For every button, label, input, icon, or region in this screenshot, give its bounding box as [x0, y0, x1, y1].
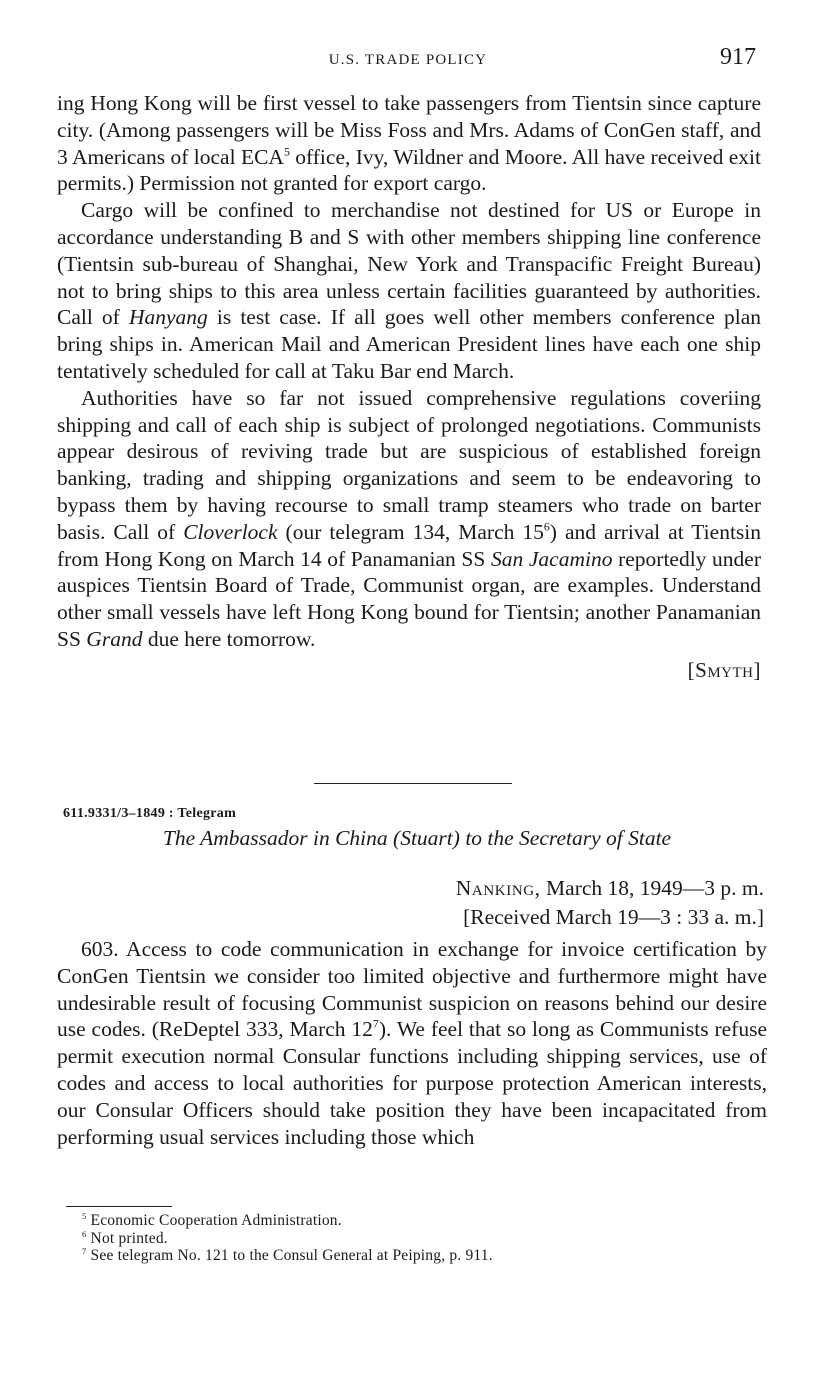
footnotes: [82, 1212, 762, 1265]
footnote-ref-5: 5: [283, 144, 290, 159]
place-name: Nanking,: [455, 876, 541, 900]
running-head: [56, 44, 760, 78]
heading-name: Stuart: [400, 826, 453, 850]
signature: [Smyth]: [687, 657, 761, 682]
footnote-5: $^5$ Economic Cooperation Administration.: [82, 1211, 342, 1229]
footnote-ref-7: 7: [372, 1017, 379, 1032]
ship-name: San Jacamino: [490, 546, 613, 571]
section-divider: [314, 783, 512, 784]
telegram-continuation: [57, 90, 761, 684]
ship-name: Cloverlock: [183, 519, 278, 544]
footnote-6: $^6$ Not printed.: [82, 1228, 168, 1247]
footnote-divider: [66, 1206, 172, 1207]
page-number: 917: [720, 44, 756, 70]
date-sent: Nanking, March 18, 1949—3 p. m.: [455, 876, 764, 900]
paragraph-authorities: Authorities have so far not issued comprehensive regulations coveriing shipping and call of each ship is subject of prolonged negotiations. Communists appear desirous of reviving trade but are suspicious of established foreign banking, trading and shipping organizations and seem to be endeavoring to bypass them by having recourse to small tramp steamers who trade on barter basis. Call of Cloverlock (our telegram 134, March $15^6$) and arrival at Tientsin from Hong Kong on March 14 of Panamanian SS San Jacamino reportedly under auspices Tientsin Board of Trade, Communist organ, are examples. Understand other small vessels have left Hong Kong bound for Tientsin; another Panamanian SS Grand due here tomorrow.: [57, 385, 762, 651]
date-received: [Received March 19—3 : 33 a. m.]: [463, 905, 764, 929]
footnote-7: $^7$ See telegram No. 121 to the Consul General at Peiping, p. 911.: [82, 1246, 493, 1264]
ship-name: Grand: [86, 626, 143, 651]
ship-name: Hanyang: [128, 305, 208, 330]
dateline: [456, 874, 764, 932]
telegram-body: [57, 936, 767, 1150]
running-title: U.S. TRADE POLICY: [328, 52, 488, 68]
footnote-ref-6: 6: [543, 519, 550, 534]
document-heading: The Ambassador in China (Stuart) to the Secretary of State: [162, 826, 672, 850]
paragraph-cargo: Cargo will be confined to merchandise not destined for US or Europe in accordance understanding B and S with other members shipping line conference (Tientsin sub-bureau of Shanghai, New York and Transpacific Freight Bureau) not to bring ships to this area unless certain facilities guaranteed by authorities. Call of Hanyang is test case. If all goes well other members conference plan bring ships in. American Mail and American President lines have each one ship tentatively scheduled for call at Taku Bar end March.: [57, 198, 761, 383]
paragraph-603: 603. Access to code communication in exchange for invoice certification by ConGen Tientsin we consider too limited objective and furthermore might have undesirable result of focusing Communist suspicion on reasons behind our desire use codes. (ReDeptel 333, March $12^7$). We feel that so long as Communists refuse permit execution normal Consular functions including shipping services, use of codes and access to local authorities for purpose protection American interests, our Consular Officers should take position they have been incapacitated from performing usual services including those which: [57, 937, 767, 1149]
file-reference: 611.9331/3–1849 : Telegram: [63, 806, 237, 821]
paragraph-continued: ing Hong Kong will be first vessel to take passengers from Tientsin since capture city. (Among passengers will be Miss Foss and Mrs. Adams of ConGen staff, and 3 Americans of local ECA$^5$ office, Ivy, Wildner and Moore. All have received exit permits.) Permission not granted for export cargo.: [57, 91, 761, 196]
